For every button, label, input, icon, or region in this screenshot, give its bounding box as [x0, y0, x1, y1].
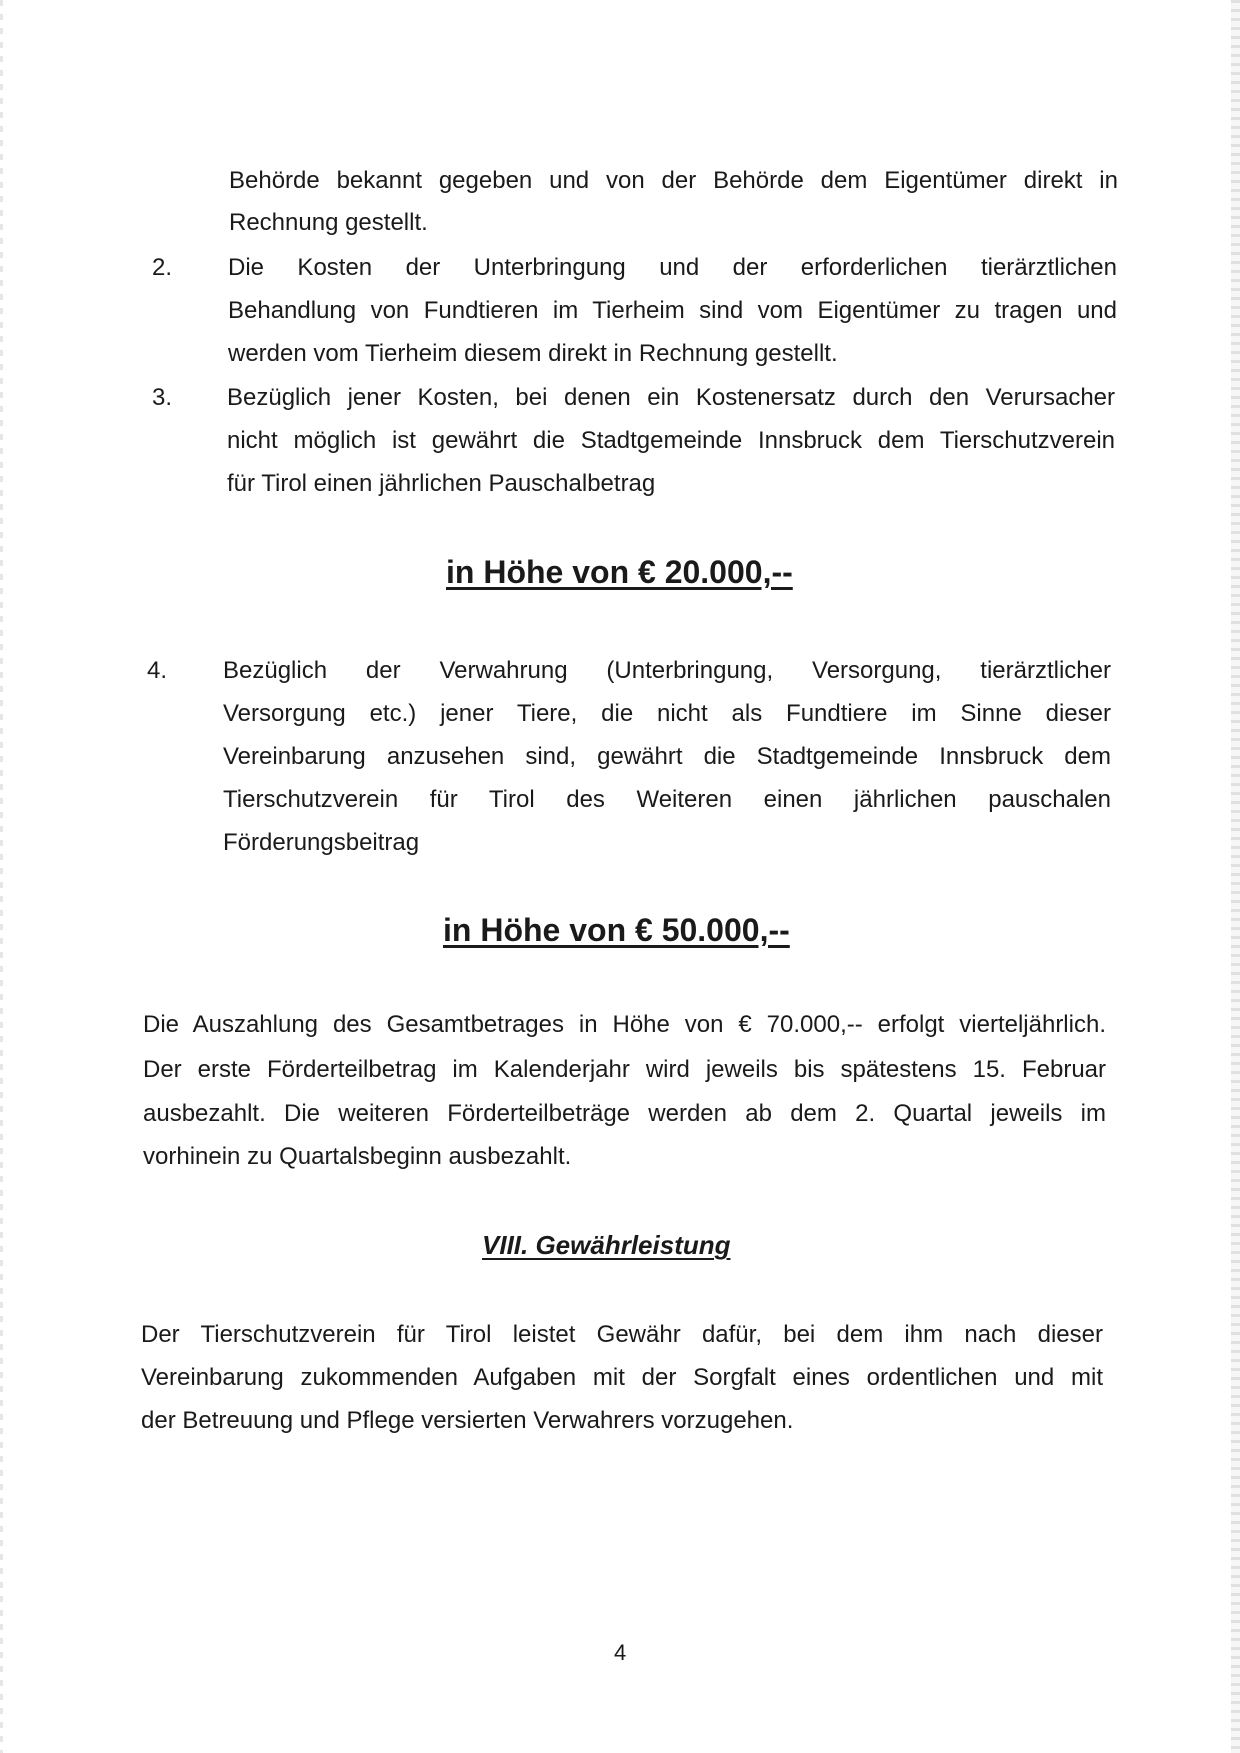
item-3-line-1: Bezüglich jener Kosten, bei denen ein Kostenersatz durch den Verursacher: [227, 384, 1115, 411]
section-heading-viii: VIII. Gewährleistung: [482, 1230, 731, 1260]
scan-edge-right: [1231, 0, 1240, 1753]
amount-50000: in Höhe von € 50.000,--: [443, 912, 790, 948]
item-4-number: 4.: [147, 657, 168, 684]
item-4-line-4: Tierschutzverein für Tirol des Weiteren einen jährlichen pauschalen: [223, 786, 1111, 813]
scan-edge-left: [0, 0, 3, 1753]
payment-line-4: vorhinein zu Quartalsbeginn ausbezahlt.: [143, 1143, 572, 1170]
item-4-line-2: Versorgung etc.) jener Tiere, die nicht als Fundtiere im Sinne dieser: [223, 700, 1111, 727]
item-3-number: 3.: [152, 384, 173, 411]
item-2-number: 2.: [152, 254, 173, 281]
warranty-line-2: Vereinbarung zukommenden Aufgaben mit der Sorgfalt eines ordentlichen und mit: [141, 1364, 1103, 1391]
item-2-line-3: werden vom Tierheim diesem direkt in Rechnung gestellt.: [228, 340, 838, 367]
payment-line-2: Der erste Förderteilbetrag im Kalenderjahr wird jeweils bis spätestens 15. Februar: [143, 1056, 1106, 1083]
continuation-line-1: Behörde bekannt gegeben und von der Behörde dem Eigentümer direkt in: [229, 167, 1118, 194]
item-2-line-1: Die Kosten der Unterbringung und der erforderlichen tierärztlichen: [228, 254, 1117, 281]
item-4-line-1: Bezüglich der Verwahrung (Unterbringung, Versorgung, tierärztlicher: [223, 657, 1111, 684]
payment-line-1: Die Auszahlung des Gesamtbetrages in Höhe von € 70.000,-- erfolgt vierteljährlich.: [143, 1011, 1106, 1038]
warranty-line-3: der Betreuung und Pflege versierten Verwahrers vorzugehen.: [141, 1407, 794, 1434]
item-4-line-3: Vereinbarung anzusehen sind, gewährt die Stadtgemeinde Innsbruck dem: [223, 743, 1111, 770]
item-3-line-2: nicht möglich ist gewährt die Stadtgemeinde Innsbruck dem Tierschutzverein: [227, 427, 1115, 454]
item-4-line-5: Förderungsbeitrag: [223, 829, 420, 856]
warranty-line-1: Der Tierschutzverein für Tirol leistet Gewähr dafür, bei dem ihm nach dieser: [141, 1321, 1103, 1348]
continuation-line-2: Rechnung gestellt.: [229, 209, 428, 236]
item-2-line-2: Behandlung von Fundtieren im Tierheim sind vom Eigentümer zu tragen und: [228, 297, 1117, 324]
amount-20000: in Höhe von € 20.000,--: [446, 554, 793, 590]
page-number: 4: [614, 1640, 627, 1665]
item-3-line-3: für Tirol einen jährlichen Pauschalbetrag: [227, 470, 656, 497]
payment-line-3: ausbezahlt. Die weiteren Förderteilbeträge werden ab dem 2. Quartal jeweils im: [143, 1100, 1106, 1127]
